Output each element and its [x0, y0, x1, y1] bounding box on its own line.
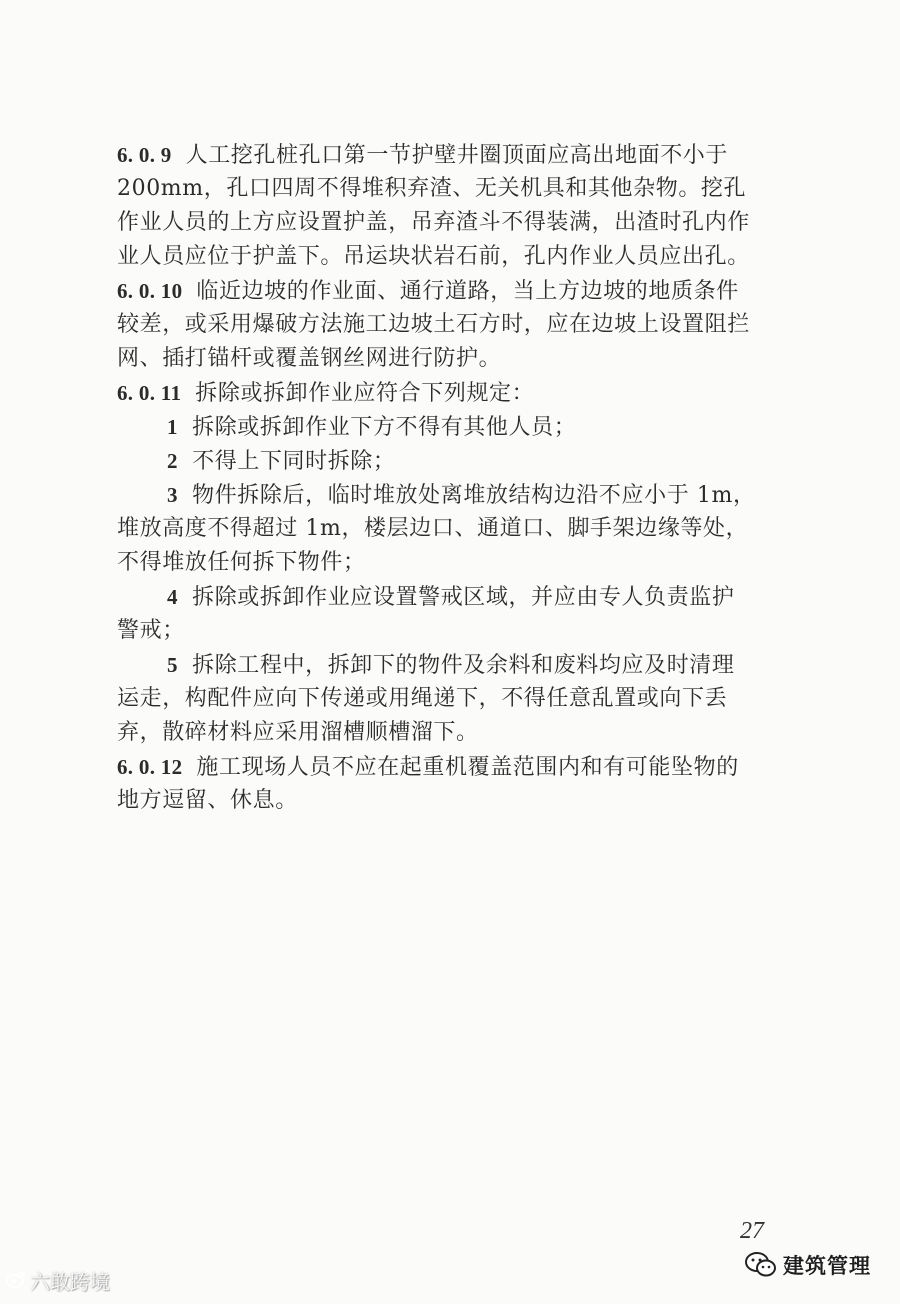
text-line	[117, 138, 792, 172]
line-text: 网、插打锚杆或覆盖钢丝网进行防护。	[117, 346, 502, 371]
text-line	[117, 546, 792, 580]
text-line	[117, 784, 792, 818]
item-number: 1	[167, 415, 179, 439]
text-line	[117, 410, 792, 444]
line-text: 弃，散碎材料应采用溜槽顺槽溜下。	[117, 720, 479, 745]
line-text: 业人员应位于护盖下。吊运块状岩石前，孔内作业人员应出孔。	[117, 244, 750, 269]
line-text: 作业人员的上方应设置护盖，吊弃渣斗不得装满，出渣时孔内作	[117, 210, 750, 235]
item-number: 3	[167, 483, 179, 507]
line-text: 堆放高度不得超过 1m，楼层边口、通道口、脚手架边缘等处，	[117, 516, 749, 541]
line-text: 不得上下同时拆除；	[192, 449, 396, 474]
text-line	[117, 580, 792, 614]
line-text: 物件拆除后，临时堆放处离堆放结构边沿不应小于 1m，	[192, 483, 756, 508]
line-text: 不得堆放任何拆下物件；	[117, 550, 366, 575]
document-body	[117, 138, 792, 818]
line-text: 拆除或拆卸作业下方不得有其他人员；	[192, 415, 577, 440]
watermark-left	[6, 1266, 110, 1295]
page-number: 27	[740, 1218, 764, 1244]
text-line	[117, 206, 792, 240]
line-text: 运走，构配件应向下传递或用绳递下，不得任意乱置或向下丢	[117, 686, 728, 711]
text-line	[117, 682, 792, 716]
text-line	[117, 750, 792, 784]
item-number: 2	[167, 449, 179, 473]
text-line	[117, 376, 792, 410]
item-number: 5	[167, 653, 179, 677]
watermark-right	[745, 1250, 871, 1280]
line-text: 地方逗留、休息。	[117, 788, 298, 813]
text-line	[117, 648, 792, 682]
clause-number: 6. 0. 11	[117, 381, 182, 405]
text-line	[117, 444, 792, 478]
watermark-right-text: 建筑管理	[783, 1254, 871, 1278]
clause-number: 6. 0. 10	[117, 279, 183, 303]
text-line	[117, 172, 792, 206]
line-text: 拆除工程中，拆卸下的物件及余料和废料均应及时清理	[192, 653, 735, 678]
line-text: 警戒；	[117, 618, 185, 643]
line-text: 较差，或采用爆破方法施工边坡土石方时，应在边坡上设置阻拦	[117, 312, 750, 337]
line-text: 拆除或拆卸作业应符合下列规定：	[195, 381, 535, 406]
clause-number: 6. 0. 9	[117, 143, 172, 167]
text-line	[117, 614, 792, 648]
text-line	[117, 716, 792, 750]
line-text: 拆除或拆卸作业应设置警戒区域，并应由专人负责监护	[192, 585, 735, 610]
watermark-left-text: 六敢跨境	[30, 1270, 110, 1294]
text-line	[117, 342, 792, 376]
text-line	[117, 274, 792, 308]
item-number: 4	[167, 585, 179, 609]
text-line	[117, 512, 792, 546]
line-text: 临近边坡的作业面、通行道路，当上方边坡的地质条件	[196, 279, 739, 304]
line-text: 施工现场人员不应在起重机覆盖范围内和有可能坠物的	[196, 755, 739, 780]
text-line	[117, 478, 792, 512]
wechat-icon	[745, 1252, 777, 1278]
text-line	[117, 308, 792, 342]
clause-number: 6. 0. 12	[117, 755, 183, 779]
line-text: 人工挖孔桩孔口第一节护壁井圈顶面应高出地面不小于	[185, 143, 729, 168]
weibo-icon	[6, 1270, 26, 1292]
line-text: 200mm，孔口四周不得堆积弃渣、无关机具和其他杂物。挖孔	[117, 176, 747, 201]
text-line	[117, 240, 792, 274]
